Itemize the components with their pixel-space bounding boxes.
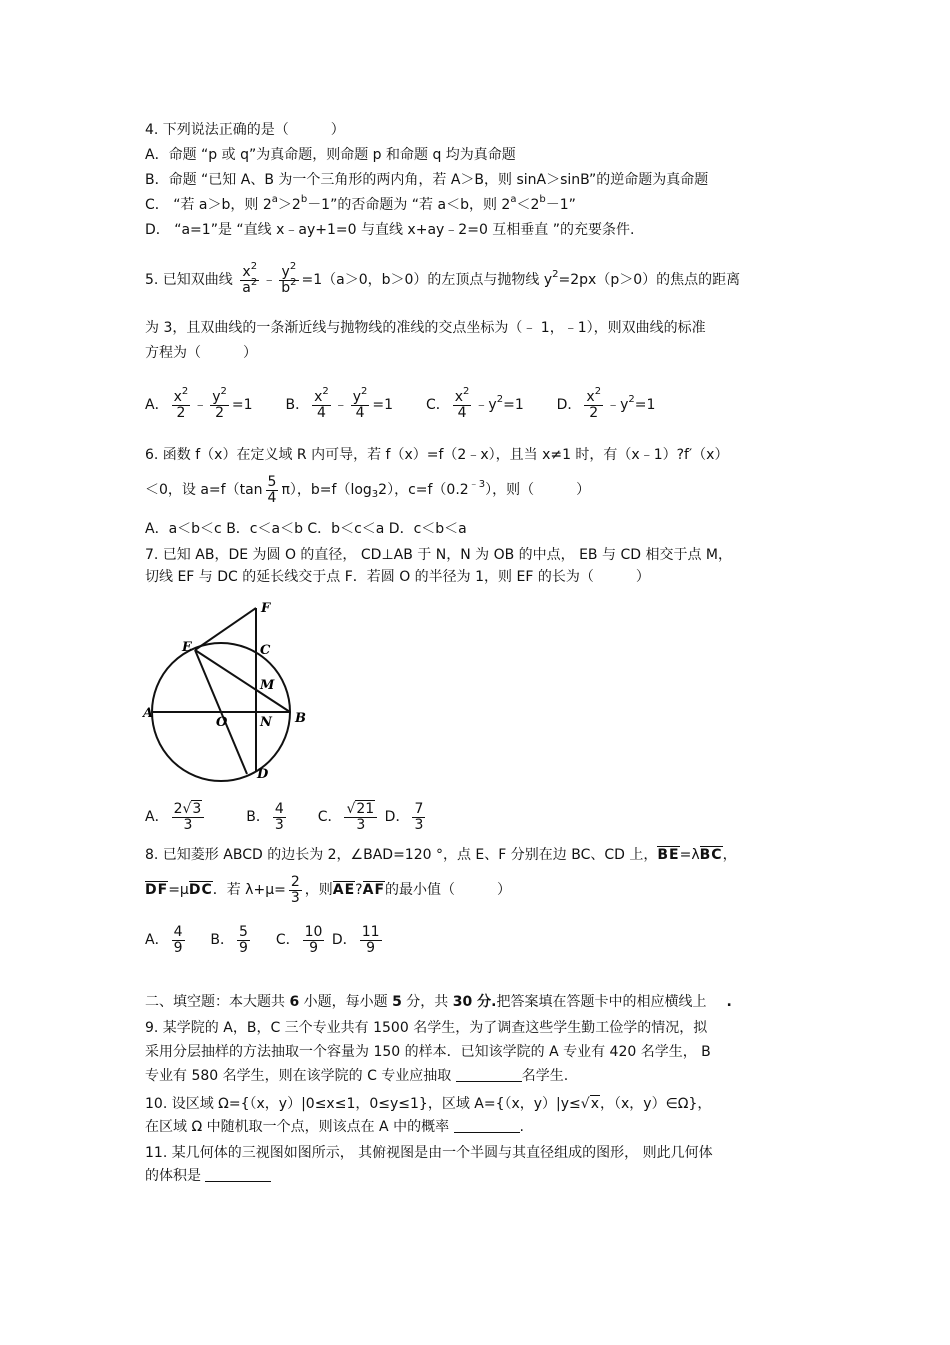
q7-line2: 切线 EF 与 DC 的延长线交于点 F．若圆 O 的半径为 1，则 EF 的长为（ ） xyxy=(145,569,650,585)
q5-options xyxy=(145,383,655,427)
q5-option-c: C． $\frac{x^2}{4}$ $﹣y^2=1$ xyxy=(425,385,524,421)
q8-line2: DF=μDC．若 λ+μ= $\frac{2}{3}$ ，则AE?AF的最小值（ ） xyxy=(145,873,512,906)
q9-line3: 专业有 580 名学生，则在该学院的 C 专业应抽取 名学生. xyxy=(145,1068,569,1084)
q8-line1: 8. 已知菱形 ABCD 的边长为 2，∠BAD=120 °，点 E、F 分别在边 BC、CD 上，BE=λBC， xyxy=(145,847,737,863)
q10-answer-blank[interactable] xyxy=(454,1118,520,1133)
q7-option-d: D． $\frac{7}{3}$ xyxy=(384,800,424,833)
section-2-heading: 二、填空题：本大题共 6 小题，每小题 5 分，共 30 分.把答案填在答题卡中的相应横线上 . xyxy=(145,994,732,1010)
q6-options: A．a＜b＜c B．c＜a＜b C．b＜c＜a D．c＜b＜a xyxy=(145,521,467,537)
q8-option-a: A． $\frac{4}{9}$ xyxy=(145,923,183,956)
q9-line2: 采用分层抽样的方法抽取一个容量为 150 的样本．已知该学院的 A 专业有 420 名学生， B xyxy=(145,1044,711,1060)
q7-options xyxy=(145,795,428,839)
q5-line3: 方程为（ ） xyxy=(145,345,257,361)
q7-option-c: C． $\frac{√21}{3}$ xyxy=(318,809,381,825)
q5-option-d: D． $\frac{x^2}{2}$ $﹣y^2=1$ xyxy=(556,385,656,421)
q8-option-b: B． $\frac{5}{9}$ xyxy=(210,923,248,956)
q4-option-d: D． “a=1”是 “直线 x﹣ay+1=0 与直线 x+ay﹣2=0 互相垂直 ”的充要条件. xyxy=(145,222,635,238)
point-label-b: B xyxy=(295,711,306,726)
q5-line1: 5. 已知双曲线 $\frac{x^2}{a^2}$ ﹣ $\frac{y^2}{b^2}$ =1（a＞0，b＞0）的左顶点与抛物线 $y^2=2px(p>0)$的焦点的距离 xyxy=(145,260,741,296)
point-label-o: O xyxy=(216,715,228,730)
q9-line1: 9. 某学院的 A，B，C 三个专业共有 1500 名学生，为了调查这些学生勤工俭学的情况，拟 xyxy=(145,1020,708,1036)
q11-answer-blank[interactable] xyxy=(205,1167,271,1182)
point-label-n: N xyxy=(260,715,272,730)
q10-line1: 10. 设区域 Ω={（x，y）|0≤x≤1，0≤y≤1}，区域 A={（x，y）|y≤√x，（x，y）∈Ω}， xyxy=(145,1096,712,1112)
q11-line1: 11. 某几何体的三视图如图所示， 其俯视图是由一个半圆与其直径组成的图形， 则此几何体 xyxy=(145,1145,713,1161)
q7-circle-diagram xyxy=(140,598,310,783)
q8-option-c: C． $\frac{10}{9}$ xyxy=(275,923,323,956)
q5-option-a: A． $\frac{x^2}{2}$ ﹣ $\frac{y^2}{2}$ =1 xyxy=(145,385,253,421)
q6-line1: 6. 函数 f（x）在定义域 R 内可导，若 f（x）=f（2﹣x），且当 x≠1 时，有（x﹣1）?f′（x） xyxy=(145,447,729,463)
q5-option-b: B． $\frac{x^2}{4}$ ﹣ $\frac{y^2}{4}$ =1 xyxy=(285,385,394,421)
point-label-d: D xyxy=(257,767,269,782)
chord-eb xyxy=(195,650,290,712)
q4-option-a: A．命题 “p 或 q”为真命题，则命题 p 和命题 q 均为真命题 xyxy=(145,147,516,163)
q11-line2: 的体积是 xyxy=(145,1166,271,1186)
point-label-e: E xyxy=(182,640,192,655)
point-label-m: M xyxy=(260,678,275,693)
q8-option-d: D． $\frac{11}{9}$ xyxy=(331,923,380,956)
q10-line2: 在区域 Ω 中随机取一个点，则该点在 A 中的概率 . xyxy=(145,1119,524,1135)
point-label-f: F xyxy=(261,601,271,616)
q8-options xyxy=(145,918,385,962)
q5-fraction-y: $\frac{y^2}{b^2}$ xyxy=(281,260,297,296)
q7-option-a: A． $\frac{2√3}{3}$ xyxy=(145,809,207,825)
q7-option-b: B． $\frac{4}{3}$ xyxy=(246,800,284,833)
q4-stem: 4. 下列说法正确的是（ ） xyxy=(145,122,345,138)
q4-option-b: B．命题 “已知 A、B 为一个三角形的两内角，若 A＞B，则 sinA＞sinB”的逆命题为真命题 xyxy=(145,172,709,188)
q6-line2: ＜0，设 a=f（tan $\frac{5}{4}$ π），$b=f(\log_32)$，$c=f(0.2^{﹣3})$，则（ ） xyxy=(145,473,591,506)
q5-line2: 为 3，且双曲线的一条渐近线与抛物线的准线的交点坐标为（﹣ 1，﹣1），则双曲线的标准 xyxy=(145,320,706,336)
q5-fraction-x: $\frac{x^2}{a^2}$ xyxy=(242,260,258,296)
q4-option-c: C． “若 a＞b，则 $2^a>2^b-1$”的否命题为 “若 a＜b，则 $2^a<2^b-1$” xyxy=(145,194,576,213)
q7-line1: 7. 已知 AB，DE 为圆 O 的直径， CD⊥AB 于 N，N 为 OB 的中点， EB 与 CD 相交于点 M， xyxy=(145,547,732,563)
point-label-a: A xyxy=(143,706,154,721)
q9-answer-blank[interactable] xyxy=(456,1067,522,1082)
point-label-c: C xyxy=(260,643,271,658)
